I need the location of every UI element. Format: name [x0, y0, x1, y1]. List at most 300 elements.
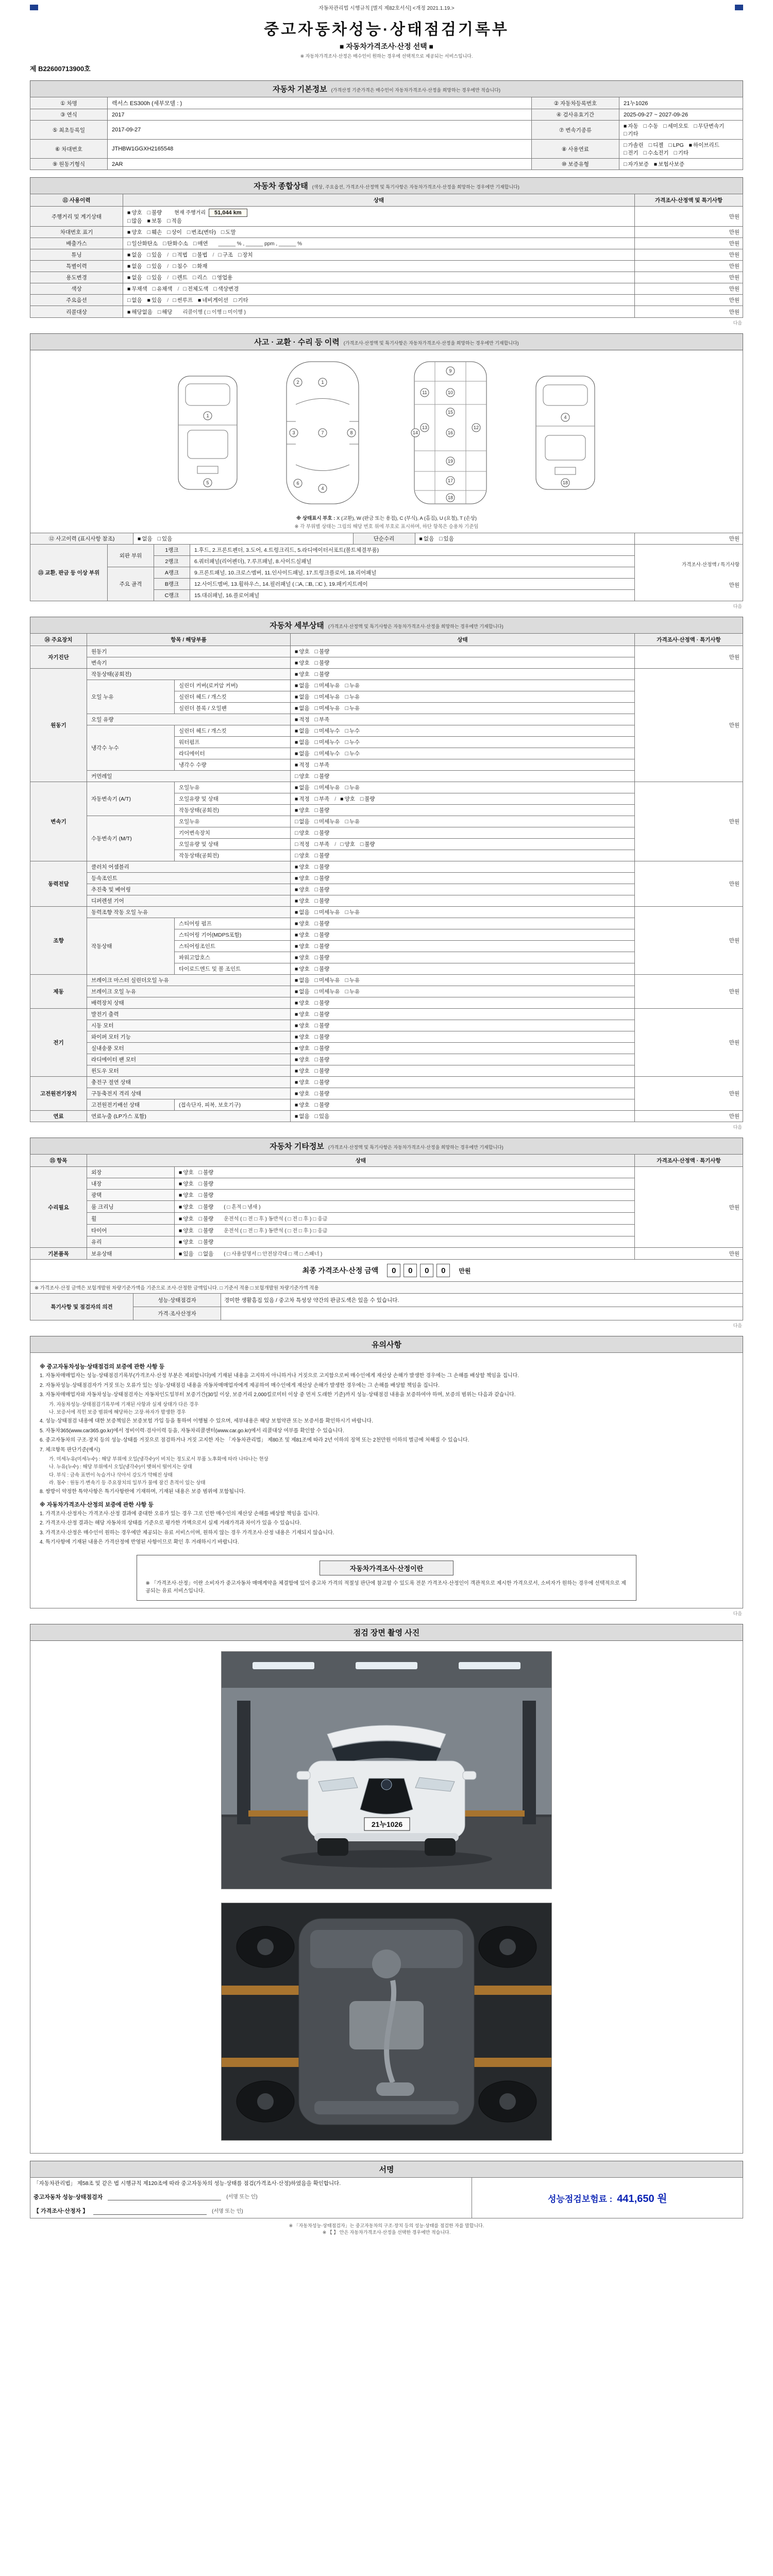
checkbox-option[interactable]: ■ 양호 [179, 1181, 194, 1187]
device-item: 라디에이터 팬 모터 [87, 1054, 291, 1065]
checkbox-option[interactable]: □ 있음 [147, 252, 162, 258]
checkbox-icon: ■ [295, 1068, 298, 1074]
checkbox-option[interactable]: ■ 보험사보증 [653, 161, 684, 167]
checkbox-option[interactable]: ■ 없음 [295, 1113, 310, 1120]
checkbox-option[interactable]: □ 미세누유 [314, 909, 340, 916]
checkbox-icon: ■ [340, 796, 344, 802]
checkbox-icon: □ [167, 229, 171, 235]
checkbox-icon: □ [152, 286, 156, 292]
checkbox-option[interactable]: □ 불량 [314, 773, 330, 779]
checkbox-option[interactable]: □ 상이 [167, 229, 182, 235]
checkbox-option[interactable]: □ 미세누유 [314, 819, 340, 825]
checkbox-option[interactable]: ■ 양호 [340, 796, 355, 802]
checkbox-option[interactable]: □ 누유 [345, 683, 360, 689]
checkbox-option[interactable]: ■ 양호 [295, 1079, 310, 1086]
checkbox-option[interactable]: ■ 있음 [179, 1251, 194, 1257]
checkbox-icon: □ [183, 286, 187, 292]
checkbox-icon: □ [624, 131, 627, 137]
checkbox-icon: ■ [295, 739, 298, 745]
checkbox-option[interactable]: □ 누수 [345, 739, 360, 745]
checkbox-icon: ■ [147, 218, 150, 224]
checkbox-option[interactable]: □ 불량 [314, 864, 330, 870]
checkbox-option[interactable]: □ 불량 [314, 955, 330, 961]
checkbox-option[interactable]: □ 불량 [198, 1192, 214, 1198]
checkbox-icon: ■ [127, 275, 131, 281]
photo-under-view [222, 1903, 551, 2140]
checkbox-option[interactable]: ■ 없음 [295, 728, 310, 734]
main-frame-label: 주요 골격 [108, 567, 154, 601]
svg-text:1: 1 [206, 413, 209, 418]
svg-text:5: 5 [206, 480, 209, 485]
checkbox-option[interactable]: □ 불량 [314, 875, 330, 882]
checkbox-option[interactable]: □ 일산화탄소 [127, 241, 158, 247]
checkbox-option[interactable]: □ 양호 [295, 853, 310, 859]
checkbox-icon: □ [173, 275, 176, 281]
checkbox-icon: ■ [179, 1170, 182, 1176]
checkbox-option[interactable]: □ 불량 [198, 1239, 214, 1245]
other-state [175, 1167, 635, 1178]
checkbox-icon: ■ [295, 943, 298, 950]
checkbox-option[interactable]: ■ 양호 [295, 887, 310, 893]
price-cell: 만원 [635, 295, 743, 306]
checkbox-icon: □ [163, 241, 166, 247]
notice-subitem: 가. 미세누유(미세누수) : 해당 부위에 오일(냉각수)이 비치는 정도로서 부품 노후화에 따라 나타나는 현상 [49, 1456, 268, 1463]
section-title-text: 자동차 종합상태 [254, 182, 308, 191]
checkbox-option[interactable]: ■ 양호 [295, 671, 310, 677]
photo-front-view [222, 1652, 551, 1889]
checkbox-option[interactable]: ■ 양호 [295, 1011, 310, 1018]
checkbox-option[interactable]: □ 미세누유 [314, 977, 340, 984]
checkbox-option[interactable]: □ 기타 [624, 131, 638, 137]
checkbox-option[interactable]: ■ 양호 [295, 1034, 310, 1040]
checkbox-option[interactable]: □ 썬루프 [173, 297, 193, 303]
checkbox-option[interactable]: □ 불량 [198, 1204, 214, 1210]
signature-row [30, 2177, 743, 2218]
checkbox-option[interactable]: ■ 양호 [295, 955, 310, 961]
checkbox-option[interactable]: ■ 양호 [179, 1228, 194, 1234]
svg-text:12: 12 [473, 425, 479, 430]
checkbox-option[interactable]: ■ 양호 [179, 1192, 194, 1198]
checkbox-option[interactable]: □ 무단변속기 [694, 123, 725, 129]
checkbox-option[interactable]: ■ 양호 [295, 875, 310, 882]
notice-subitem: 다. 부식 : 금속 표면이 녹슬거나 삭아서 강도가 약해진 상태 [49, 1472, 173, 1478]
checkbox-option[interactable]: ■ 양호 [295, 1091, 310, 1097]
checkbox-option[interactable]: ■ 양호 [295, 1000, 310, 1006]
signature-line [108, 2194, 221, 2200]
field-label: ⑤ 최초등록일 [30, 121, 108, 140]
section-overall-condition [30, 177, 743, 326]
checkbox-icon: □ [157, 309, 161, 315]
checkbox-option[interactable]: ■ 없음 [295, 977, 310, 984]
checkbox-option[interactable]: □ 불량 [314, 966, 330, 972]
device-state [291, 929, 635, 941]
continue-marker: 다음 [733, 1125, 742, 1130]
checkbox-icon: □ [147, 229, 150, 235]
checkbox-option[interactable]: □ 탄화수소 [163, 241, 188, 247]
checkbox-option[interactable]: □ 미세누유 [314, 705, 340, 711]
checkbox-icon: □ [193, 241, 197, 247]
basic-info-table [30, 97, 743, 170]
checkbox-option[interactable]: □ 불량 [314, 1045, 330, 1052]
checkbox-icon: ■ [127, 252, 131, 258]
checkbox-option[interactable]: □ 적음 [167, 218, 182, 224]
checkbox-icon: ■ [295, 717, 298, 723]
device-part: 실린더 헤드 / 개스킷 [175, 691, 291, 703]
signature-role [33, 2193, 468, 2202]
checkbox-option[interactable]: □ 부족 [314, 762, 330, 768]
checkbox-option[interactable]: □ 불량 [314, 807, 330, 814]
checkbox-option[interactable]: □ 있음 [314, 1113, 330, 1120]
checkbox-option[interactable]: ■ 적정 [295, 762, 310, 768]
checkbox-option[interactable]: □ 불량 [314, 1057, 330, 1063]
checkbox-option[interactable]: □ 미세누유 [314, 694, 340, 700]
price-cell: 만원 [635, 907, 743, 975]
checkbox-option[interactable]: ■ 양호 [295, 966, 310, 972]
checkbox-option[interactable]: □ 미세누유 [314, 989, 340, 995]
checkbox-option[interactable]: □ 없음 [198, 1251, 214, 1257]
price-cell: 만원 [635, 238, 743, 249]
other-row [30, 1167, 743, 1178]
footnote-2: ※ 【 】 안은 자동차가격조사·산정을 선택한 경우에만 적습니다. [322, 2230, 451, 2235]
basic-row [30, 109, 743, 121]
device-state [291, 1020, 635, 1031]
checkbox-option[interactable]: □ 불량 [314, 1023, 330, 1029]
checkbox-option[interactable]: □ 있음 [157, 536, 173, 542]
car-frame-diagram [399, 355, 502, 510]
checkbox-option[interactable]: ■ 양호 [295, 921, 310, 927]
section-accident-title [30, 333, 743, 350]
checkbox-icon: □ [345, 751, 348, 757]
checkbox-icon: □ [198, 1228, 202, 1234]
usage-item-state [123, 238, 635, 249]
price-service-text: ※ 「가격조사·산정」이란 소비자가 중고자동차 매매계약을 체결함에 있어 중고차 가격의 적절성 판단에 참고할 수 있도록 전문 가격조사·산정인이 객관적으로 제시한 가격으로서, 소비자가 원하는 경우에 선택적으로 제공되는 유료 서비스입니다. [145, 1580, 626, 1594]
checkbox-option[interactable]: □ 수동 [643, 123, 659, 129]
corner-block-right [735, 5, 743, 10]
checkbox-icon: □ [648, 142, 652, 148]
checkbox-icon: ■ [295, 989, 298, 995]
checkbox-option[interactable]: ■ 없음 [295, 785, 310, 791]
checkbox-option[interactable]: ■ 양호 [295, 932, 310, 938]
checkbox-option[interactable]: □ 불량 [314, 1068, 330, 1074]
device-state [291, 1088, 635, 1099]
checkbox-option[interactable]: □ 불량 [314, 1000, 330, 1006]
checkbox-icon: □ [198, 1251, 202, 1257]
checkbox-option[interactable]: □ 전체도색 [183, 286, 209, 292]
checkbox-option[interactable]: ■ 양호 [127, 210, 142, 216]
checkbox-option[interactable]: □ 렌트 [173, 275, 188, 281]
checkbox-option[interactable]: ■ 없음 [295, 739, 310, 745]
checkbox-option[interactable]: □ 불량 [314, 853, 330, 859]
checkbox-option[interactable]: □ 누유 [345, 989, 360, 995]
checkbox-option[interactable]: □ 침수 [173, 263, 188, 269]
checkbox-option[interactable]: ■ 없음 [127, 263, 142, 269]
checkbox-option[interactable]: □ 화재 [192, 263, 208, 269]
checkbox-option[interactable]: ■ 무채색 [127, 286, 147, 292]
checkbox-option[interactable]: □ 없음 [127, 297, 142, 303]
checkbox-option[interactable]: □ 미세누수 [314, 728, 340, 734]
checkbox-option[interactable]: □ 누수 [345, 751, 360, 757]
checkbox-option[interactable]: □ 매연 [193, 241, 208, 247]
checkbox-option[interactable]: □ 수소전기 [643, 150, 669, 156]
checkbox-option[interactable]: □ 디젤 [648, 142, 664, 148]
checkbox-option[interactable]: ■ 적정 [295, 796, 310, 802]
device-part: 작동상태(공회전) [175, 850, 291, 861]
checkbox-option[interactable]: ■ 양호 [295, 943, 310, 950]
device-state [291, 771, 635, 782]
price-service-box [137, 1555, 636, 1601]
other-state [175, 1225, 635, 1236]
checkbox-option[interactable]: ■ 양호 [179, 1170, 194, 1176]
usage-item-state [123, 249, 635, 261]
checkbox-option[interactable]: □ 적법 [173, 252, 188, 258]
checkbox-option[interactable]: □ 양호 [340, 841, 355, 848]
checkbox-option[interactable]: □ 부족 [314, 841, 330, 848]
checkbox-option[interactable]: ■ 양호 [295, 1068, 310, 1074]
checkbox-option[interactable]: ■ 양호 [179, 1239, 194, 1245]
checkbox-option[interactable]: □ 색상변경 [213, 286, 239, 292]
checkbox-option[interactable]: □ 불량 [314, 1102, 330, 1108]
checkbox-option[interactable]: ■ 없음 [295, 909, 310, 916]
checkbox-option[interactable]: □ 불량 [314, 1091, 330, 1097]
checkbox-option[interactable]: □ 있음 [439, 536, 454, 542]
checkbox-icon: ■ [295, 1045, 298, 1052]
checkbox-icon: ■ [295, 875, 298, 882]
col-price: 가격조사·산정액 · 특기사항 [635, 634, 743, 646]
checkbox-option[interactable]: □ 기타 [674, 150, 689, 156]
checkbox-option[interactable]: ■ 네비게이션 [197, 297, 229, 303]
checkbox-option[interactable]: □ 미세누유 [314, 785, 340, 791]
checkbox-option[interactable]: ■ 없음 [295, 705, 310, 711]
checkbox-option[interactable]: ■ 없음 [138, 536, 153, 542]
checkbox-option[interactable]: □ 불량 [314, 830, 330, 836]
inspection-period-value: 2025-09-27 ~ 2027-09-26 [619, 109, 743, 121]
checkbox-option[interactable]: □ 없음 [295, 819, 310, 825]
checkbox-option[interactable]: ■ 양호 [295, 1057, 310, 1063]
checkbox-option[interactable]: □ 세미오토 [663, 123, 689, 129]
device-item: 발전기 출력 [87, 1009, 291, 1020]
checkbox-option[interactable]: □ 불량 [198, 1181, 214, 1187]
checkbox-option[interactable]: □ LPG [668, 142, 684, 148]
checkbox-option[interactable]: □ 양호 [295, 830, 310, 836]
checkbox-option[interactable]: ■ 없음 [295, 694, 310, 700]
checkbox-option[interactable]: □ 누유 [345, 819, 360, 825]
price-unit: 만원 [729, 582, 740, 588]
checkbox-option[interactable]: □ 있음 [147, 263, 162, 269]
svg-text:8: 8 [350, 430, 353, 435]
checkbox-option[interactable]: ■ 양호 [295, 1102, 310, 1108]
rank-parts: 12.사이드멤버, 13.휠하우스, 14.필러패널 ( □A, □B, □C ), 19.패키지트레이 [190, 579, 635, 590]
section-title-text: 자동차 세부상태 [270, 621, 324, 630]
checkbox-option[interactable]: ■ 양호 [295, 1023, 310, 1029]
checkbox-option[interactable]: □ 장치 [238, 252, 253, 258]
checkbox-icon: □ [314, 830, 318, 836]
opinion-table [30, 1293, 743, 1320]
checkbox-option[interactable]: ■ 양호 [179, 1204, 194, 1210]
device-group: 동력전달 [30, 861, 87, 907]
usage-history-row [30, 295, 743, 306]
checkbox-option[interactable]: □ 불량 [314, 1034, 330, 1040]
checkbox-option[interactable]: ■ 있음 [147, 297, 162, 303]
checkbox-option[interactable]: ■ 없음 [127, 275, 142, 281]
checkbox-option[interactable]: □ 누유 [345, 694, 360, 700]
row-extra: ( □ 사용설명서 □ 안전삼각대 □ 잭 □ 스패너 ) [224, 1251, 323, 1257]
checkbox-option[interactable]: ■ 양호 [295, 864, 310, 870]
other-state [175, 1190, 635, 1201]
checkbox-option[interactable]: ■ 양호 [127, 229, 142, 235]
checkbox-option[interactable]: □ 도말 [221, 229, 236, 235]
checkbox-option[interactable]: □ 불량 [198, 1170, 214, 1176]
checkbox-option[interactable]: ■ 적정 [295, 717, 310, 723]
svg-text:9: 9 [449, 368, 452, 374]
notice-subsection-title: ※ 자동차가격조사·산정의 보증에 관한 사항 등 [40, 1501, 154, 1508]
checkbox-option[interactable]: □ 불량 [314, 671, 330, 677]
checkbox-option[interactable]: □ 누수 [345, 728, 360, 734]
license-plate-text: 21누1026 [371, 1820, 403, 1828]
section-basic-title [30, 80, 743, 97]
simple-repair-options [415, 533, 635, 545]
checkbox-option[interactable]: □ 불량 [314, 649, 330, 655]
checkbox-option[interactable]: ■ 없음 [295, 989, 310, 995]
checkbox-option[interactable]: ■ 하이브리드 [688, 142, 719, 148]
checkbox-option[interactable]: ■ 없음 [295, 751, 310, 757]
checkbox-option[interactable]: □ 불량 [314, 1011, 330, 1018]
checkbox-option[interactable]: □ 불량 [360, 796, 375, 802]
price-cell: 만원 [635, 975, 743, 1009]
device-item: 추진축 및 베어링 [87, 884, 291, 895]
checkbox-icon: ■ [653, 161, 658, 167]
checkbox-option[interactable]: □ 불량 [314, 660, 330, 666]
device-state [291, 895, 635, 907]
checkbox-option[interactable]: □ 부족 [314, 717, 330, 723]
checkbox-option[interactable]: □ 미세누유 [314, 683, 340, 689]
checkbox-option[interactable]: □ 가솔린 [624, 142, 644, 148]
checkbox-option[interactable]: ■ 양호 [295, 660, 310, 666]
checkbox-option[interactable]: ■ 없음 [127, 252, 142, 258]
checkbox-option[interactable]: □ 영업용 [212, 275, 233, 281]
checkbox-option[interactable]: □ 미세누수 [314, 739, 340, 745]
usage-history-row [30, 261, 743, 272]
checkbox-icon: □ [345, 977, 348, 984]
device-item: 클러치 어셈블리 [87, 861, 291, 873]
checkbox-option[interactable]: □ 불량 [147, 210, 162, 216]
checkbox-icon: ■ [127, 286, 131, 292]
checkbox-icon: □ [295, 773, 298, 779]
checkbox-option[interactable]: □ 기타 [233, 297, 248, 303]
checkbox-option[interactable]: ■ 자동 [624, 123, 638, 129]
checkbox-option[interactable]: □ 유채색 [152, 286, 173, 292]
checkbox-option[interactable]: □ 불량 [314, 943, 330, 950]
checkbox-option[interactable]: □ 훼손 [147, 229, 162, 235]
signature-footnotes [30, 2223, 743, 2236]
checkbox-option[interactable]: ■ 양호 [295, 807, 310, 814]
overall-condition-table [30, 194, 743, 318]
checkbox-icon: ■ [295, 1000, 298, 1006]
checkbox-icon: ■ [295, 705, 298, 711]
device-state [291, 963, 635, 975]
checkbox-option[interactable]: □ 미세누수 [314, 751, 340, 757]
col-state: 상태 [123, 194, 635, 207]
checkbox-icon: ■ [127, 229, 131, 235]
checkbox-option[interactable]: □ 누유 [345, 785, 360, 791]
checkbox-option[interactable]: □ 누유 [345, 977, 360, 984]
checkbox-option[interactable]: □ 불량 [314, 921, 330, 927]
checkbox-icon: ■ [688, 142, 693, 148]
checkbox-option[interactable]: □ 누유 [345, 705, 360, 711]
device-state [291, 691, 635, 703]
checkbox-option[interactable]: ■ 없음 [295, 683, 310, 689]
checkbox-option[interactable]: □ 리스 [192, 275, 208, 281]
checkbox-option[interactable]: □ 자가보증 [624, 161, 649, 167]
checkbox-icon: ■ [179, 1181, 182, 1187]
checkbox-option[interactable]: □ 불량 [314, 887, 330, 893]
first-registration-value: 2017-09-27 [108, 121, 532, 140]
checkbox-option[interactable]: ■ 보통 [147, 218, 162, 224]
checkbox-option[interactable]: □ 구조 [218, 252, 233, 258]
checkbox-option[interactable]: □ 부족 [314, 796, 330, 802]
checkbox-option[interactable]: □ 있음 [147, 275, 162, 281]
other-group: 기본품목 [30, 1248, 87, 1260]
checkbox-icon: □ [198, 1216, 202, 1222]
checkbox-option[interactable]: ■ 없음 [419, 536, 434, 542]
checkbox-option[interactable]: □ 변조(변타) [187, 229, 216, 235]
device-part: 파워고압호스 [175, 952, 291, 963]
detail-row [30, 669, 743, 680]
checkbox-option[interactable]: ■ 양호 [179, 1216, 194, 1222]
checkbox-option[interactable]: ■ 해당없음 [127, 309, 153, 315]
other-item: 휠 [87, 1213, 175, 1225]
price-cell: 만원 [635, 861, 743, 907]
price-cell: 만원 [635, 1248, 743, 1260]
device-item: 브레이크 마스터 실린더오일 누유 [87, 975, 291, 986]
checkbox-option[interactable]: □ 불법 [192, 252, 208, 258]
checkbox-option[interactable]: □ 누유 [345, 909, 360, 916]
checkbox-option[interactable]: □ 양호 [295, 773, 310, 779]
checkbox-option[interactable]: ■ 양호 [295, 898, 310, 904]
device-part: 오일유량 및 상태 [175, 793, 291, 805]
continue-marker: 다음 [733, 604, 742, 609]
checkbox-icon: □ [360, 796, 364, 802]
checkbox-option[interactable]: ■ 양호 [295, 1045, 310, 1052]
checkbox-option[interactable]: □ 불량 [314, 898, 330, 904]
checkbox-option[interactable]: □ 불량 [198, 1228, 214, 1234]
fuel-options [619, 140, 743, 159]
checkbox-icon: □ [340, 841, 344, 848]
checkbox-option[interactable]: □ 많음 [127, 218, 142, 224]
checkbox-option[interactable]: □ 불량 [360, 841, 375, 848]
table-header-row [30, 1155, 743, 1167]
other-item: 보유상태 [87, 1248, 175, 1260]
checkbox-option[interactable]: ■ 양호 [295, 649, 310, 655]
option-separator: / [167, 275, 169, 281]
amount-digit: 0 [404, 1264, 417, 1277]
checkbox-option[interactable]: □ 전기 [624, 150, 638, 156]
checkbox-option[interactable]: □ 불량 [314, 932, 330, 938]
checkbox-option[interactable]: □ 불량 [198, 1216, 214, 1222]
section-title-text: 자동차 기타정보 [270, 1142, 324, 1151]
basic-row [30, 121, 743, 140]
device-item: 고전원전기배선 상태 [87, 1099, 175, 1111]
rank-label: 1랭크 [154, 545, 190, 556]
checkbox-option[interactable]: □ 적정 [295, 841, 310, 848]
notice-item: 3. 가격조사·산정은 매수인이 원하는 경우에만 제공되는 유료 서비스이며, 원하지 않는 경우 가격조사·산정 내용은 기재되지 않습니다. [40, 1530, 334, 1536]
checkbox-option[interactable]: □ 불량 [314, 1079, 330, 1086]
price-cell: 만원 [635, 1111, 743, 1122]
checkbox-icon: □ [147, 263, 150, 269]
warranty-options [619, 159, 743, 170]
other-row [30, 1248, 743, 1260]
checkbox-option[interactable]: □ 해당 [157, 309, 173, 315]
device-state [291, 850, 635, 861]
